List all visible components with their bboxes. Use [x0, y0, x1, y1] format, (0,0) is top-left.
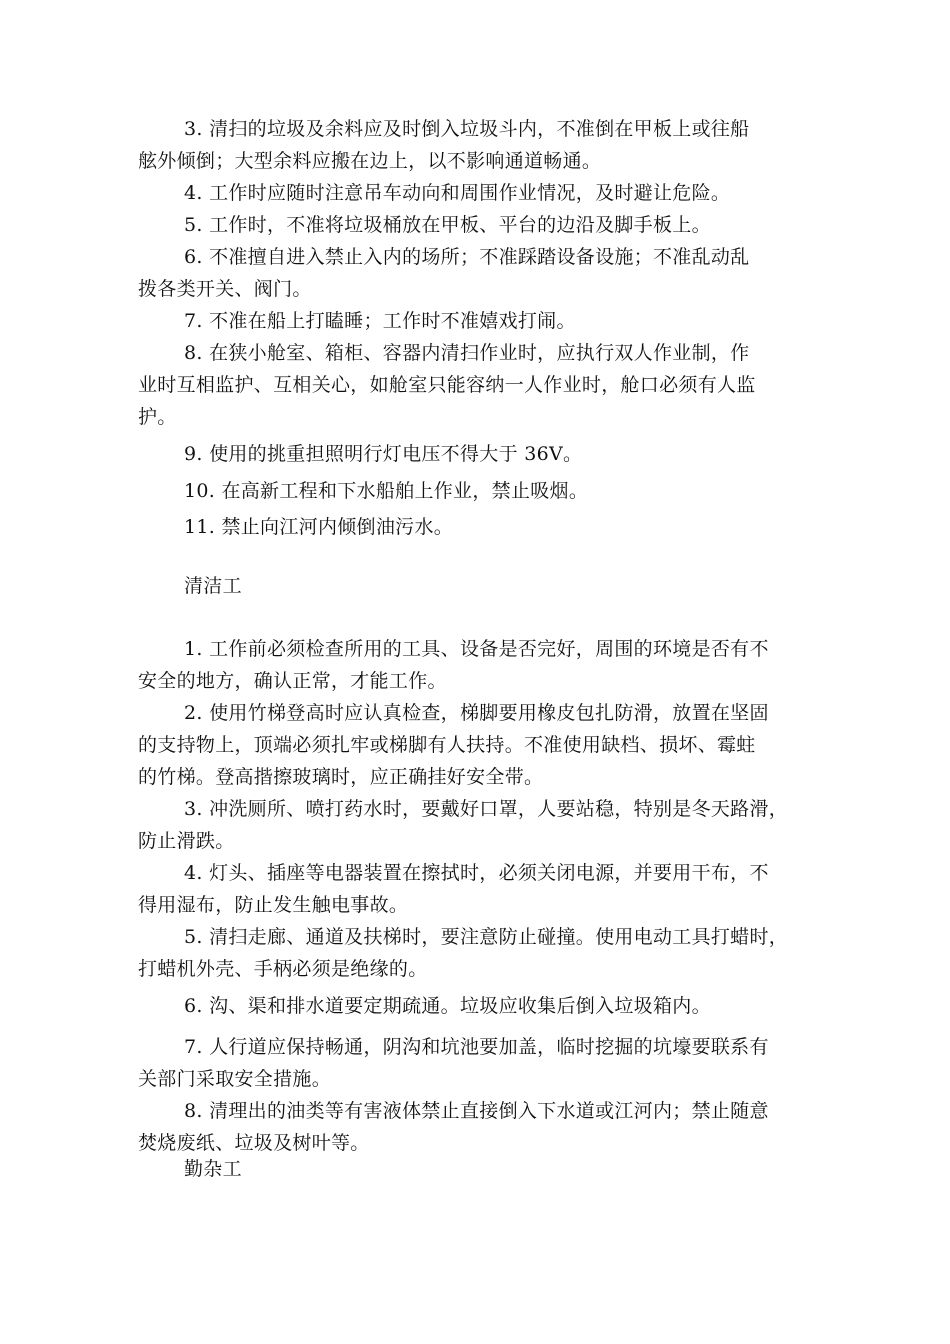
cleaning-item-2-line-3: 的竹梯。登高揩擦玻璃时，应正确挂好安全带。 — [138, 766, 544, 788]
paragraph-9-line-1: 9. 使用的挑重担照明行灯电压不得大于 36V。 — [184, 443, 583, 465]
cleaning-item-7-line-2: 关部门采取安全措施。 — [138, 1068, 332, 1090]
paragraph-4-line-1: 4. 工作时应随时注意吊车动向和周围作业情况，及时避让危险。 — [184, 182, 731, 204]
paragraph-3-line-1: 3. 清扫的垃圾及余料应及时倒入垃圾斗内，不准倒在甲板上或往船 — [184, 118, 750, 140]
cleaning-item-8-line-2: 焚烧废纸、垃圾及树叶等。 — [138, 1132, 370, 1154]
paragraph-10-line-1: 10. 在高新工程和下水船舶上作业，禁止吸烟。 — [184, 480, 589, 502]
cleaning-item-3-line-2: 防止滑跌。 — [138, 830, 235, 852]
cleaning-item-2-line-2: 的支持物上，顶端必须扎牢或梯脚有人扶持。不准使用缺档、损坏、霉蛀 — [138, 734, 756, 756]
cleaning-item-6-line-1: 6. 沟、渠和排水道要定期疏通。垃圾应收集后倒入垃圾箱内。 — [184, 995, 711, 1017]
section-heading-cleaning: 清洁工 — [184, 575, 242, 597]
cleaning-item-4-line-1: 4. 灯头、插座等电器装置在擦拭时，必须关闭电源，并要用干布，不 — [184, 862, 769, 884]
cleaning-item-7-line-1: 7. 人行道应保持畅通，阴沟和坑池要加盖，临时挖掘的坑壕要联系有 — [184, 1036, 769, 1058]
cleaning-item-3-line-1: 3. 冲洗厕所、喷打药水时，要戴好口罩，人要站稳，特别是冬天路滑， — [184, 798, 789, 820]
cleaning-item-5-line-2: 打蜡机外壳、手柄必须是绝缘的。 — [138, 958, 428, 980]
paragraph-7-line-1: 7. 不准在船上打瞌睡；工作时不准嬉戏打闹。 — [184, 310, 576, 332]
paragraph-8-line-3: 护。 — [138, 406, 177, 428]
cleaning-item-1-line-1: 1. 工作前必须检查所用的工具、设备是否完好，周围的环境是否有不 — [184, 638, 769, 660]
cleaning-item-5-line-1: 5. 清扫走廊、通道及扶梯时，要注意防止碰撞。使用电动工具打蜡时， — [184, 926, 789, 948]
paragraph-5-line-1: 5. 工作时，不准将垃圾桶放在甲板、平台的边沿及脚手板上。 — [184, 214, 711, 236]
paragraph-8-line-2: 业时互相监护、互相关心，如舱室只能容纳一人作业时，舱口必须有人监 — [138, 374, 756, 396]
cleaning-item-1-line-2: 安全的地方，确认正常，才能工作。 — [138, 670, 447, 692]
cleaning-item-8-line-1: 8. 清理出的油类等有害液体禁止直接倒入下水道或江河内；禁止随意 — [184, 1100, 769, 1122]
paragraph-6-line-2: 拨各类开关、阀门。 — [138, 278, 312, 300]
paragraph-3-line-2: 舷外倾倒；大型余料应搬在边上，以不影响通道畅通。 — [138, 150, 602, 172]
paragraph-6-line-1: 6. 不准擅自进入禁止入内的场所；不准踩踏设备设施；不准乱动乱 — [184, 246, 750, 268]
cleaning-item-2-line-1: 2. 使用竹梯登高时应认真检查，梯脚要用橡皮包扎防滑，放置在坚固 — [184, 702, 769, 724]
cleaning-item-4-line-2: 得用湿布，防止发生触电事故。 — [138, 894, 409, 916]
paragraph-8-line-1: 8. 在狭小舱室、箱柜、容器内清扫作业时，应执行双人作业制，作 — [184, 342, 750, 364]
paragraph-11-line-1: 11. 禁止向江河内倾倒油污水。 — [184, 516, 454, 538]
section-heading-misc: 勤杂工 — [184, 1158, 242, 1180]
